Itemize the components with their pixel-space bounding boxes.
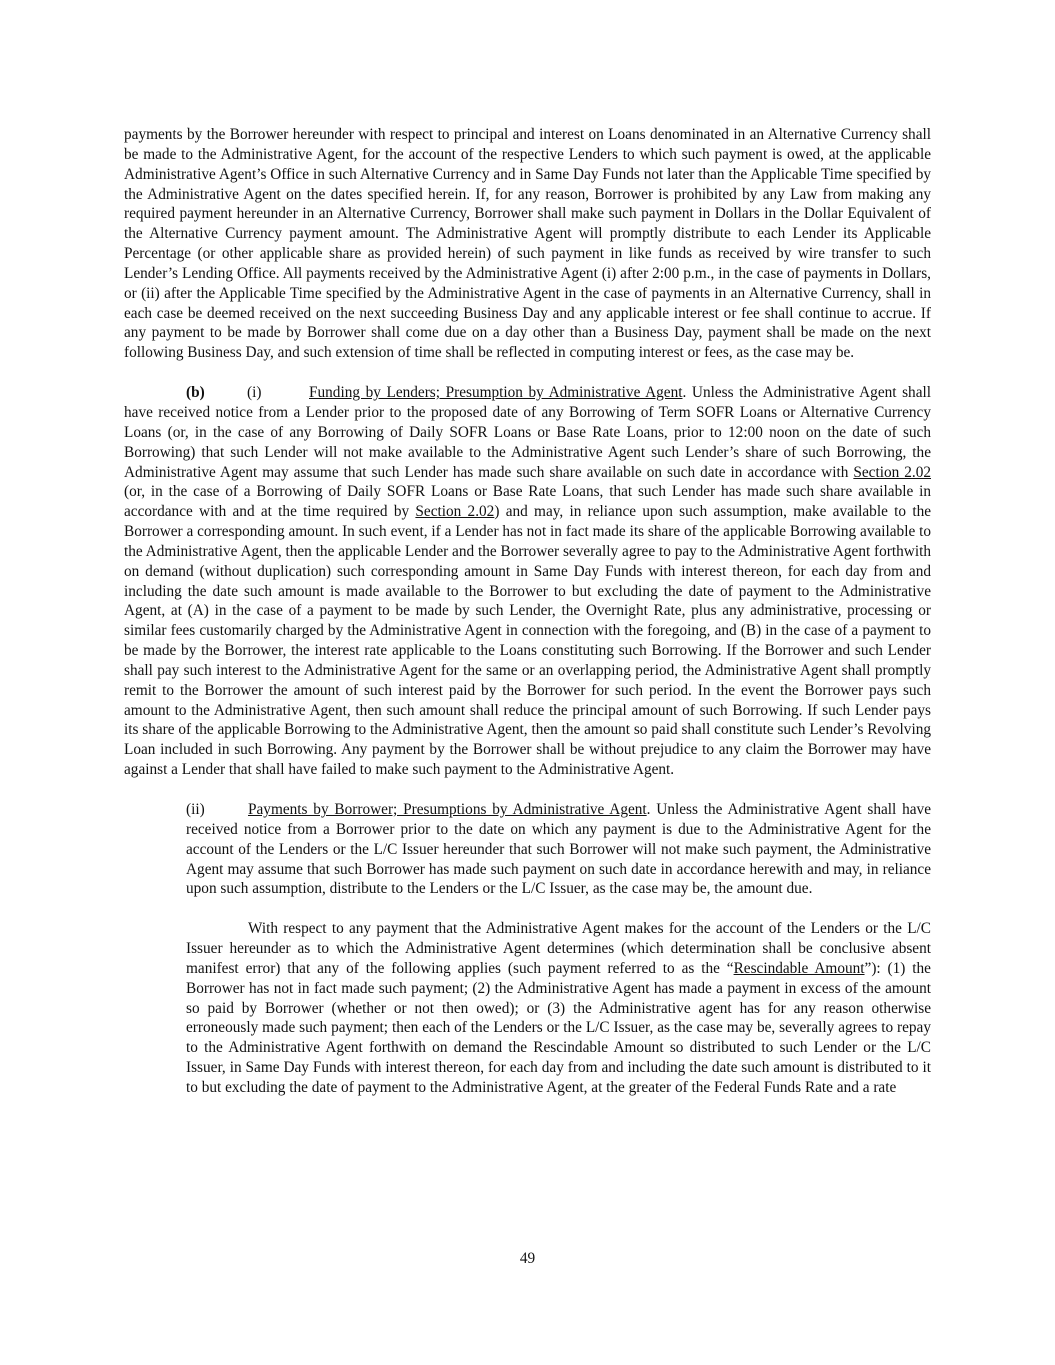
defined-term-rescindable-amount: Rescindable Amount	[733, 959, 865, 977]
heading-funding-by-lenders: Funding by Lenders; Presumption by Administrative Agent	[309, 384, 683, 402]
paragraph-payments: payments by the Borrower hereunder with respect to principal and interest on Loans denominated in an Alternative Currency shall be made to the Administrative Agent, for the account of the respective Lenders to which such payment is owed, at the applicable Administrative Agent’s Office in such Alternative Currency and in Same Day Funds not later than the Applicable Time specified by the Administrative Agent on the dates specified herein. If, for any reason, Borrower is prohibited by any Law from making any required payment hereunder in an Alternative Currency, Borrower shall make such payment in Dollars in the Dollar Equivalent of the Alternative Currency payment amount. The Administrative Agent will promptly distribute to each Lender its Applicable Percentage (or other applicable share as provided herein) of such payment in like funds as received by wire transfer to such Lender’s Lending Office. All payments received by the Administrative Agent (i) after 2:00 p.m., in the case of payments in Dollars, or (ii) after the Applicable Time specified by the Administrative Agent in the case of payments in an Alternative Currency, shall in each case be deemed received on the next succeeding Business Day and any applicable interest or fee shall continue to accrue. If any payment to be made by Borrower shall come due on a day other than a Business Day, payment shall be made on the next following Business Day, and such extension of time shall be reflected in computing interest or fees, as the case may be.	[124, 126, 931, 362]
text-segment: (or, in the case of a Borrowing of Daily SOFR Loans or Base Rate Loans, that such Lender has made such share available in accordance with and at the time required by	[124, 483, 931, 521]
paragraph-rescindable-amount	[186, 919, 931, 1098]
subsection-label-i: (i)	[247, 384, 262, 402]
section-label-b: (b)	[186, 384, 205, 402]
text-segment: . Unless the Administrative Agent shall have received notice from a Borrower prior to the date on which any payment is due to the Administrative Agent for the account of the Lenders or the L/C Issuer hereunder that such Borrower will not make such payment, the Administrative Agent may assume that such Borrower has made such payment on such date in accordance herewith and may, in reliance upon such assumption, distribute to the Lenders or the L/C Issuer, as the case may be, the amount due.	[186, 801, 931, 898]
text-segment: . Unless the Administrative Agent shall have received notice from a Lender prior to the proposed date of any Borrowing of Term SOFR Loans or Alternative Currency Loans (or, in the case of any Borrowing of Daily SOFR Loans or Base Rate Loans, prior to 12:00 noon on the date of such Borrowing) that such Lender will not make available to the Administrative Agent such Lender’s share of such Borrowing, the Administrative Agent may assume that such Lender has made such share available on such date in accordance with	[124, 384, 931, 481]
cross-reference-section-2-02: Section 2.02	[415, 503, 495, 521]
page-number: 49	[519, 1250, 536, 1267]
subsection-label-ii: (ii)	[186, 801, 205, 818]
text-segment: ”): (1) the Borrower has not in fact made such payment; (2) the Administrative Agent has made a payment in excess of the amount so paid by Borrower (whether or not then owed); or (3) the Administrative agent has for any reason otherwise erroneously made such payment; then each of the Lenders or the L/C Issuer, as the case may be, severally agrees to repay to the Administrative Agent forthwith on demand the Rescindable Amount so distributed to such Lender or the L/C Issuer, in Same Day Funds with interest thereon, for each day from and including the date such amount is distributed to it to but excluding the date of payment to the Administrative Agent, at the greater of the Federal Funds Rate and a rate	[186, 959, 931, 1096]
cross-reference-section-2-02: Section 2.02	[853, 463, 931, 481]
heading-payments-by-borrower: Payments by Borrower; Presumptions by Administrative Agent	[248, 801, 647, 818]
paragraph-payments-by-borrower	[186, 800, 931, 899]
document-page	[124, 125, 931, 1098]
text-segment: ) and may, in reliance upon such assumption, make available to the Borrower a corresponding amount. In such event, if a Lender has not in fact made its share of the applicable Borrowing available to the Administrative Agent, then the applicable Lender and the Borrower severally agree to pay to the Administrative Agent forthwith on demand (without duplication) such corresponding amount in Same Day Funds with interest thereon, for each day from and including the date such amount is made available to the Borrower to but excluding the date of payment to the Administrative Agent, at (A) in the case of a payment to be made by such Lender, the Overnight Rate, plus any administrative, processing or similar fees customarily charged by the Administrative Agent in connection with the foregoing, and (B) in the case of a payment to be made by the Borrower, the interest rate applicable to the Loans constituting such Borrowing. If the Borrower and such Lender shall pay such interest to the Administrative Agent for the same or an overlapping period, the Administrative Agent shall promptly remit to the Borrower the amount of such interest paid by the Borrower for such period. In the event the Borrower pays such amount to the Administrative Agent, then such amount shall reduce the principal amount of such Borrowing. If such Lender pays its share of the applicable Borrowing to the Administrative Agent, then the amount so paid shall constitute such Lender’s Revolving Loan included in such Borrowing. Any payment by the Borrower shall be without prejudice to any claim the Borrower may have against a Lender that shall have failed to make such payment to the Administrative Agent.	[124, 503, 932, 779]
text-segment: With respect to any payment that the Administrative Agent makes for the account of the Lenders or the L/C Issuer hereunder as to which the Administrative Agent determines (which determination shall be conclusive absent manifest error) that any of the following applies (such payment referred to as the “	[186, 920, 931, 977]
paragraph-funding-by-lenders	[124, 383, 931, 780]
